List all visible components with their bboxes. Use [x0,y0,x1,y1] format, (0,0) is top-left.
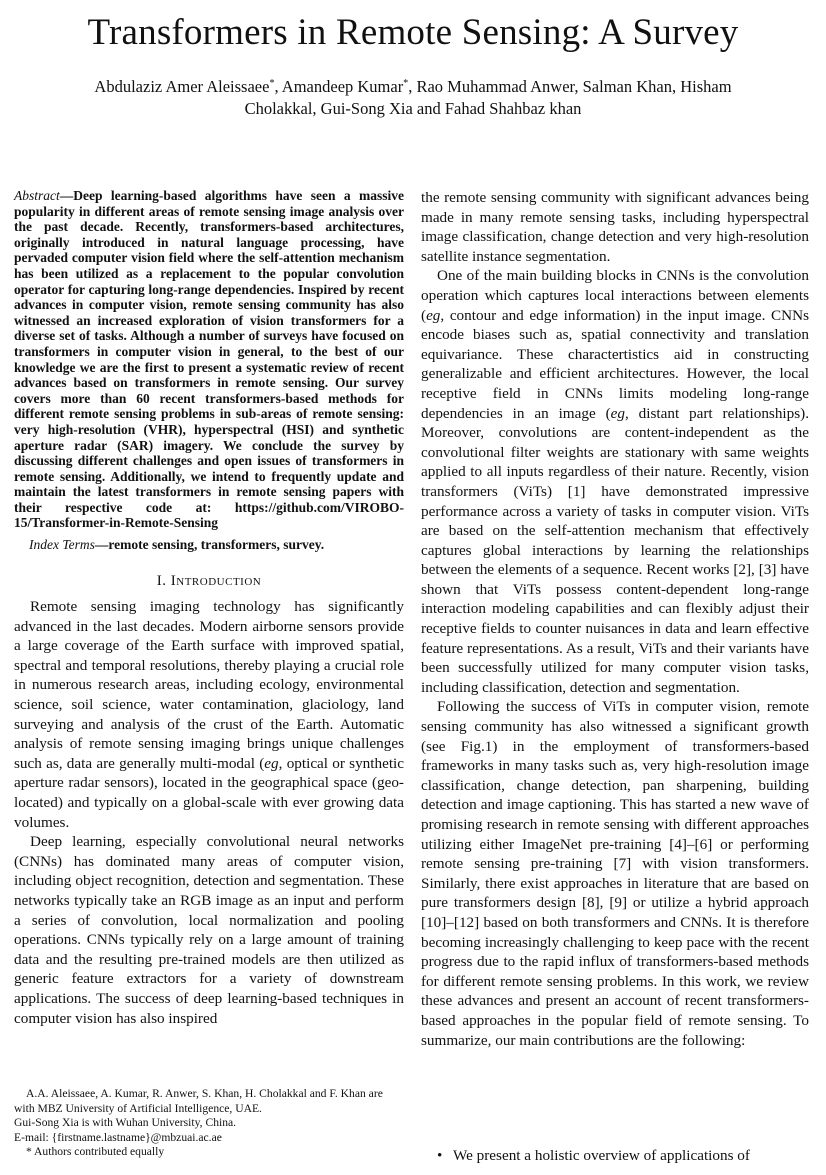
equal-contribution-mark: * [269,78,275,89]
continued-paragraph: the remote sensing community with significant advances being made in many remote sensing tasks, including hyperspectral image classification, change detection and very high-resolution satellite instance segmentation. [421,189,809,265]
author-2: Amandeep Kumar [281,77,404,96]
text-run: Remote sensing imaging technology has significantly advanced in the last decades. Modern airborne sensors provide a large coverage of the Earth surface with improved spatial, spectral and temporal resolutions, thereby playing a crucial role in numerous research areas, including ecology, environmental science, soil science, water contamination, glaciology, land surveying and analysis of the crust of the Earth. Automatic analysis of remote sensing imaging brings unique challenges such as, data are generally multi-modal ( [14,598,404,772]
author-separator: , [274,77,282,96]
italic-eg: eg [610,404,625,422]
footnote-equal-contribution: * Authors contributed equally [26,1145,165,1159]
index-terms [14,537,404,553]
footnote-affiliation-2: Gui-Song Xia is with Wuhan University, China. [14,1116,237,1130]
text-run: , contour and edge information) in the input image. CNNs encode biases such as, spatial connectivity and translation equivariance. These charactertistics aid in constructing generalizable and efficient architectures. However, the local receptive field in CNNs limits modeling long-range dependencies in an image ( [421,306,809,422]
equal-contribution-mark: * [403,78,409,89]
paper-title: Transformers in Remote Sensing: A Survey [87,12,739,53]
footnote-email: E-mail: {firstname.lastname}@mbzuai.ac.ae [14,1130,222,1144]
author-line-2: Cholakkal, Gui-Song Xia and Fahad Shahbaz khan [244,99,582,118]
text-run: One of the main building blocks in CNNs is the convolution operation which captures local interactions between elements ( [421,267,809,324]
text-run: , distant part relationships). Moreover, convolutions are content-independent as the convolutional filter weights are stationary with same weights applied to all inputs regardless of their nature. Recently, vision transformers (ViTs) [1] have demonstrated impressive performance across a variety of tasks in computer vision. ViTs are based on the self-attention mechanism that effectively captures global interactions by learning the relationships between the elements of a sequence. Recent works [2], [3] have shown that ViTs possess content-dependent long-range interaction modeling capabilities and can flexibly adjust their receptive fields to counter nuisances in data and learn effective feature representations. As a result, ViTs and their variants have been successfully utilized for many computer vision tasks, including classification, detection and segmentation. [421,404,809,696]
vit-remote-sensing-paragraph: Following the success of ViTs in computer vision, remote sensing community has also witnessed a significant growth (see Fig.1) in the employment of transformers-based frameworks in many tasks such as, very high-resolution image classification, change detection, pan sharpening, building detection and image captioning. This has started a new wave of promising research in remote sensing with different approaches utilizing either ImageNet pre-training [4]–[6] or performing remote sensing pre-training [7] with vision transformers. Similarly, there exist approaches in literature that are based on pure transformers design [8], [9] or utilize a hybrid approach [10]–[12] based on both transformers and CNNs. It is therefore becoming increasingly challenging to keep pace with the recent progress due to the rapid influx of transformers-based methods for different remote sensing problems. In this work, we review these advances and present an account of recent transformers-based approaches in the popular field of remote sensing. To summarize, our main contributions are the following: [421,698,809,1049]
abstract-lead: Abstract [14,188,60,203]
footnote [14,1087,404,1160]
index-terms-lead: Index Terms [29,537,95,553]
bullet-icon: • [437,1147,443,1164]
bullet-text: We present a holistic overview of applications of [453,1147,750,1164]
index-terms-text: —remote sensing, transformers, survey. [94,537,325,553]
italic-eg: eg [426,306,441,324]
right-column [421,188,809,1050]
abstract-text: —Deep learning-based algorithms have seen a massive popularity in different areas of remote sensing image analysis over the past decade. Recently, transformers-based architectures, originally introduced in natural language processing, have pervaded computer vision field where the self-attention mechanism has been utilized as a replacement to the popular convolution operator for capturing long-range dependencies. Inspired by recent advances in computer vision, remote sensing community has also witnessed an increased exploration of vision transformers for a diverse set of tasks. Although a number of surveys have focused on transformers in computer vision in general, to the best of our knowledge we are the first to present a systematic review of recent advances based on transformers in remote sensing. Our survey covers more than 60 recent transformers-based methods for different remote sensing problems in sub-areas of remote sensing: very high-resolution (VHR), hyperspectral (HSI) and synthetic aperture radar (SAR) imagery. We conclude the survey by discussing different challenges and open issues of transformers in remote sensing. Additionally, we intend to frequently update and maintain the latest transformers in remote sensing papers with their respective code at: https://github.com/VIROBO-15/Transformer-in-Remote-Sensing [14,188,404,531]
abstract [14,188,404,531]
contribution-bullet [437,1146,809,1166]
author-list [40,76,786,120]
left-column [14,188,404,1028]
intro-paragraph-2: Deep learning, especially convolutional neural networks (CNNs) has dominated many areas of computer vision, including object recognition, detection and segmentation. These networks typically take an RGB image as an input and perform a series of convolution, local normalization and pooling operations. CNNs typically rely on a large amount of training data and the resulting pre-trained models are then utilized as generic feature extractors for a variety of downstream applications. The success of deep learning-based techniques in computer vision has also inspired [14,833,404,1027]
italic-eg: eg [264,754,279,772]
author-1: Abdulaziz Amer Aleissaee [94,77,270,96]
intro-paragraph-1 [14,597,404,832]
author-rest: , Rao Muhammad Anwer, Salman Khan, Hisham [408,77,732,96]
cnn-paragraph [421,266,809,697]
text-run: , optical or synthetic aperture radar sensors), located in the geographical space (geo-located) and typically on a global-scale with ever growing data volumes. [14,754,405,831]
section-heading: I. Introduction [156,573,262,590]
footnote-affiliation: A.A. Aleissaee, A. Kumar, R. Anwer, S. Khan, H. Cholakkal and F. Khan are with MBZ University of Artificial Intelligence, UAE. [14,1087,383,1115]
